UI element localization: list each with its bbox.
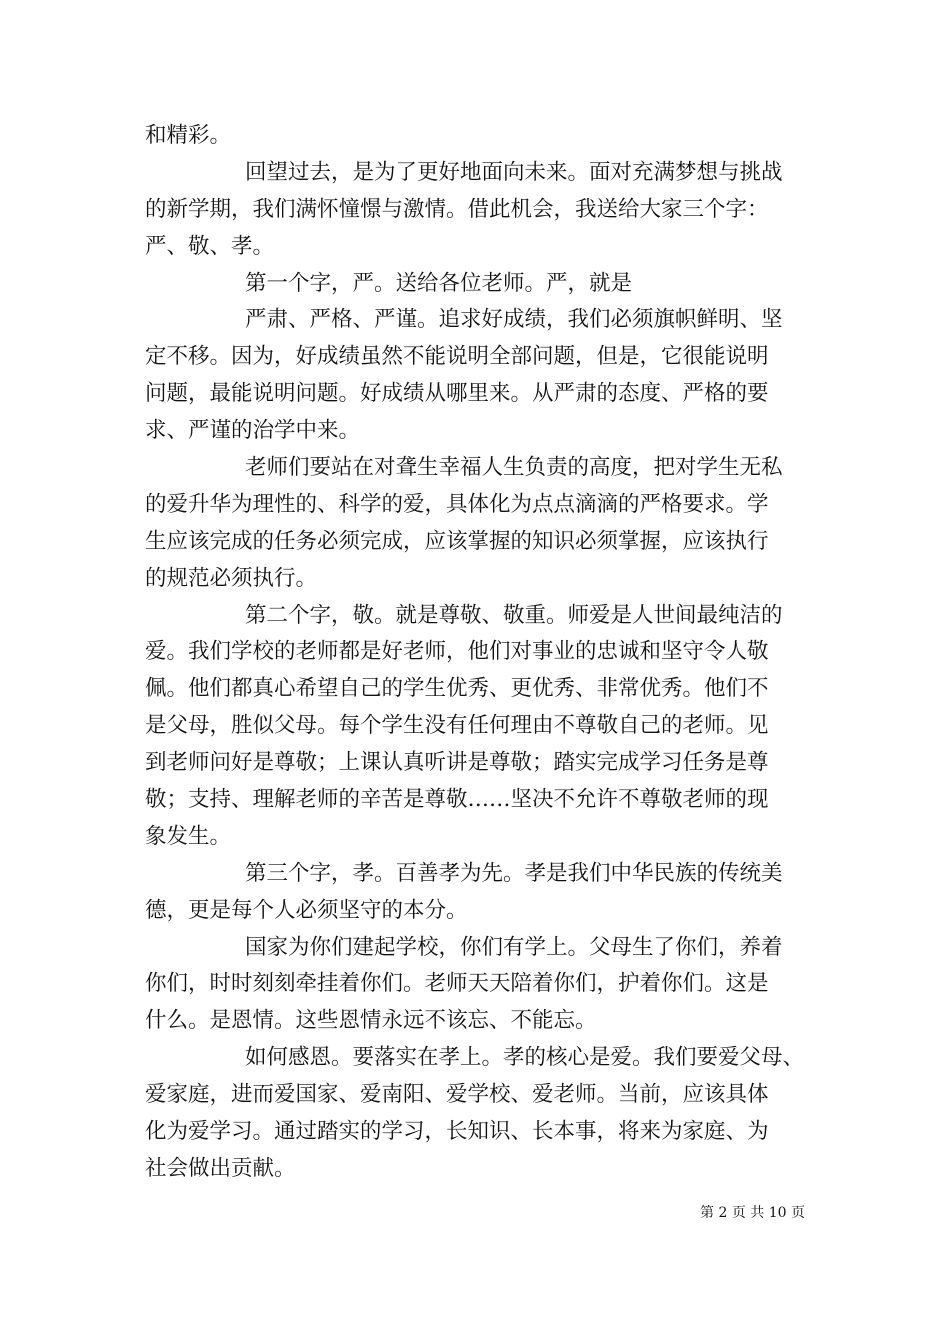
text-line: 化为爱学习。通过踏实的学习，长知识、长本事，将来为家庭、为 [145, 1119, 769, 1145]
paragraph-start-line: 严肃、严格、严谨。追求好成绩，我们必须旗帜鲜明、坚 [245, 307, 783, 333]
text-line: 到老师问好是尊敬；上课认真听讲是尊敬；踏实完成学习任务是尊 [145, 750, 769, 776]
text-line: 你们，时时刻刻牵挂着你们。老师天天陪着你们，护着你们。这是 [145, 971, 769, 997]
text-line: 定不移。因为，好成绩虽然不能说明全部问题，但是，它很能说明 [145, 344, 769, 370]
text-line: 和精彩。 [145, 123, 232, 148]
paragraph-start-line: 第三个字，孝。百善孝为先。孝是我们中华民族的传统美 [245, 860, 783, 886]
text-line: 的爱升华为理性的、科学的爱，具体化为点点滴滴的严格要求。学 [145, 491, 769, 517]
page-number: 第 2 页 共 10 页 [700, 1205, 805, 1221]
text-line: 德，更是每个人必须坚守的本分。 [145, 897, 468, 923]
text-line: 什么。是恩情。这些恩情永远不该忘、不能忘。 [145, 1008, 597, 1034]
paragraph-start-line: 第一个字，严。送给各位老师。严，就是 [245, 270, 633, 296]
text-line: 问题，最能说明问题。好成绩从哪里来。从严肃的态度、严格的要 [145, 381, 769, 407]
paragraph-start-line: 回望过去，是为了更好地面向未来。面对充满梦想与挑战 [245, 159, 783, 185]
text-line: 严、敬、孝。 [145, 233, 275, 259]
body-text [145, 118, 813, 1188]
paragraph-start-line: 国家为你们建起学校，你们有学上。父母生了你们，养着 [245, 934, 783, 960]
text-line: 象发生。 [145, 823, 232, 849]
text-line: 的规范必须执行。 [145, 565, 318, 591]
text-line: 求、严谨的治学中来。 [145, 418, 361, 444]
text-line: 爱。我们学校的老师都是好老师，他们对事业的忠诚和坚守令人敬 [145, 639, 769, 665]
text-line: 生应该完成的任务必须完成，应该掌握的知识必须掌握，应该执行 [145, 528, 769, 554]
text-line: 爱家庭，进而爱国家、爱南阳、爱学校、爱老师。当前，应该具体 [145, 1082, 769, 1108]
text-line: 的新学期，我们满怀憧憬与激情。借此机会，我送给大家三个字： [145, 196, 769, 222]
text-line: 佩。他们都真心希望自己的学生优秀、更优秀、非常优秀。他们不 [145, 676, 769, 702]
paragraph-start-line: 第二个字，敬。就是尊敬、敬重。师爱是人世间最纯洁的 [245, 602, 783, 628]
text-line: 敬；支持、理解老师的辛苦是尊敬……坚决不允许不尊敬老师的现 [145, 787, 769, 813]
paragraph-start-line: 如何感恩。要落实在孝上。孝的核心是爱。我们要爱父母、 [245, 1045, 805, 1071]
text-line: 社会做出贡献。 [145, 1155, 296, 1181]
text-line: 是父母，胜似父母。每个学生没有任何理由不尊敬自己的老师。见 [145, 713, 769, 739]
paragraph-start-line: 老师们要站在对聋生幸福人生负责的高度，把对学生无私 [245, 455, 783, 481]
